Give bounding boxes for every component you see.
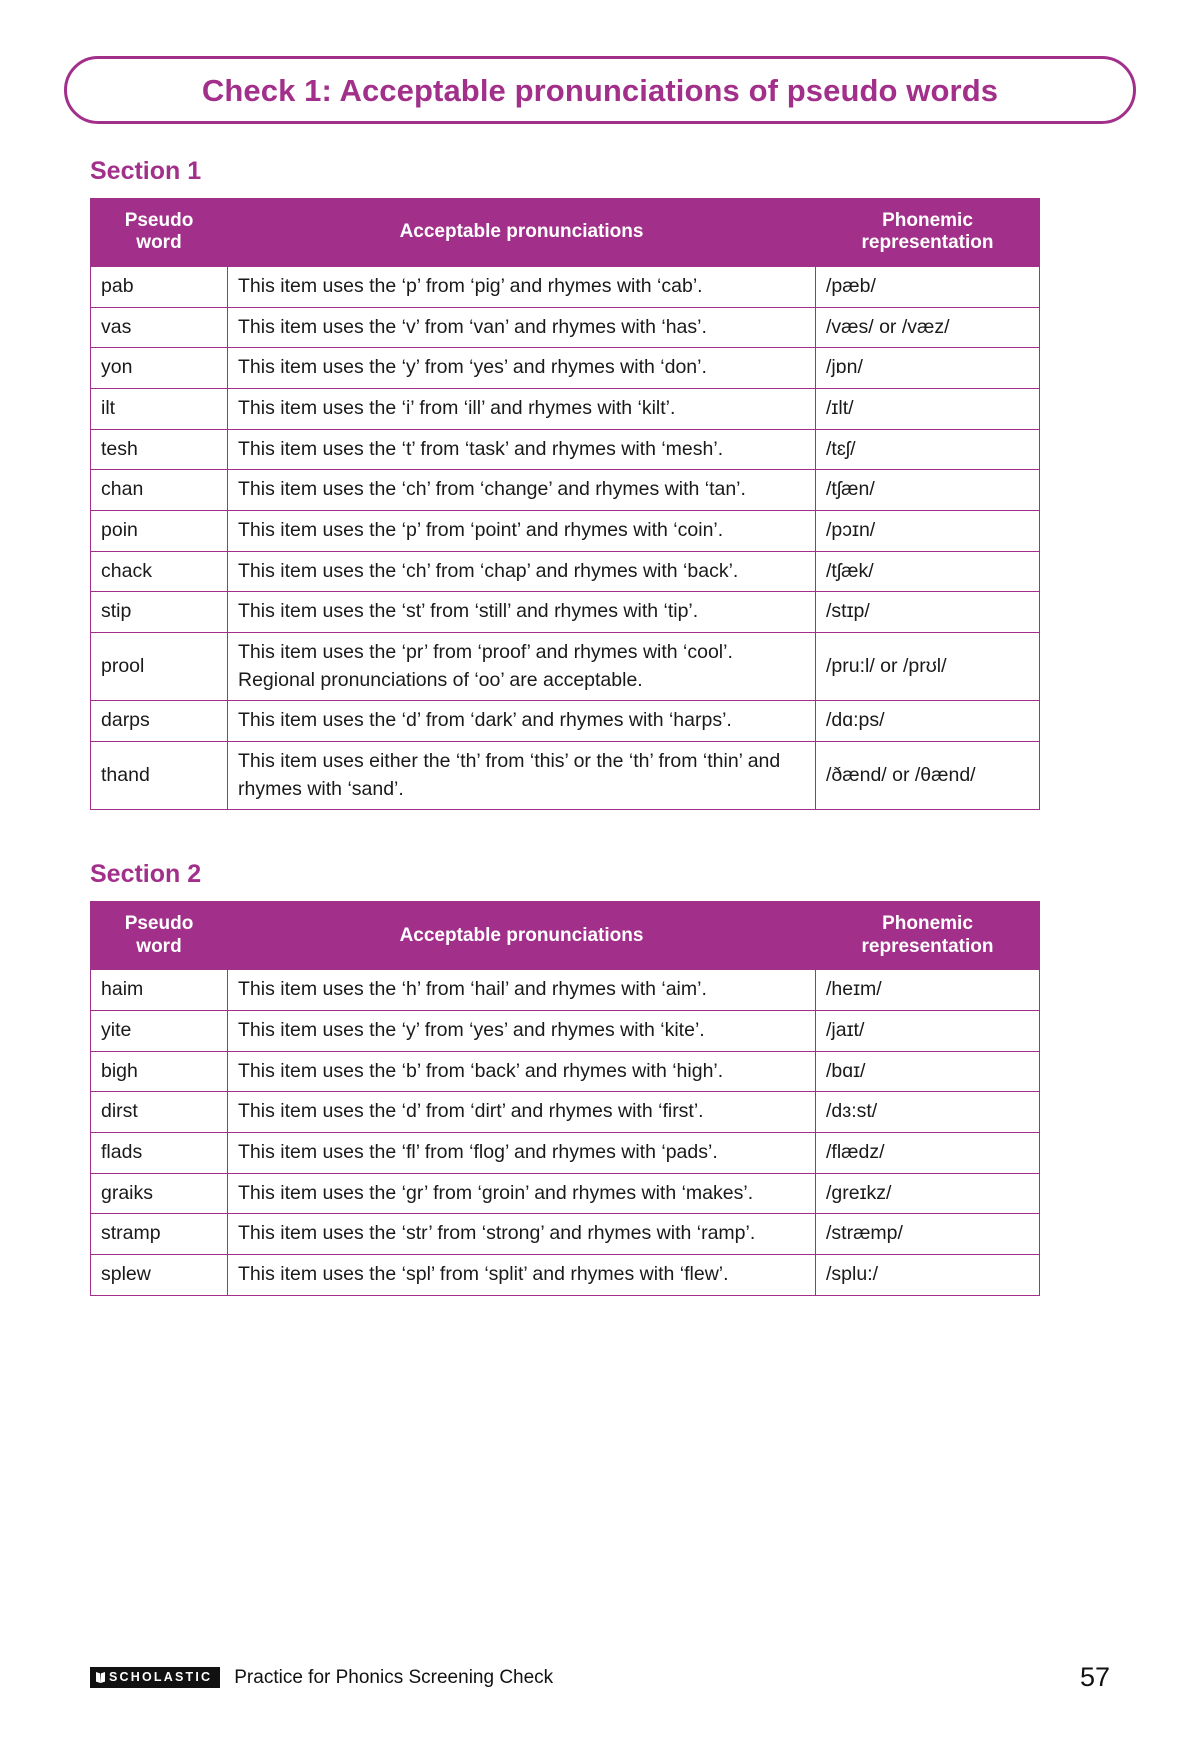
cell-phonemic-representation: /tʃæk/ <box>816 551 1040 592</box>
page <box>0 56 1200 1753</box>
cell-pseudo-word: haim <box>91 970 228 1011</box>
cell-acceptable-pronunciations: This item uses the ‘t’ from ‘task’ and rhymes with ‘mesh’. <box>228 429 816 470</box>
cell-pseudo-word: flads <box>91 1133 228 1174</box>
cell-phonemic-representation: /dɜ:st/ <box>816 1092 1040 1133</box>
table-row <box>91 1173 1040 1214</box>
column-header-pseudo-word-line1: Pseudo <box>124 210 194 231</box>
cell-phonemic-representation: /tʃæn/ <box>816 470 1040 511</box>
cell-acceptable-pronunciations: This item uses the ‘str’ from ‘strong’ and rhymes with ‘ramp’. <box>228 1214 816 1255</box>
cell-acceptable-pronunciations: This item uses the ‘pr’ from ‘proof’ and rhymes with ‘cool’. Regional pronunciations of ‘oo’ are acceptable. <box>228 633 816 701</box>
cell-pseudo-word: ilt <box>91 388 228 429</box>
table-header-section-1 <box>91 199 1040 267</box>
cell-phonemic-representation: /ðænd/ or /θænd/ <box>816 742 1040 810</box>
column-header-pseudo-word-line2: word <box>136 935 182 957</box>
cell-phonemic-representation: /jaɪt/ <box>816 1010 1040 1051</box>
table-row <box>91 1133 1040 1174</box>
cell-phonemic-representation: /stɪp/ <box>816 592 1040 633</box>
table-header-row <box>91 199 1040 267</box>
table-row <box>91 633 1040 701</box>
cell-acceptable-pronunciations: This item uses the ‘y’ from ‘yes’ and rhymes with ‘don’. <box>228 348 816 389</box>
cell-pseudo-word: graiks <box>91 1173 228 1214</box>
cell-acceptable-pronunciations: This item uses the ‘p’ from ‘pig’ and rhymes with ‘cab’. <box>228 266 816 307</box>
pseudo-word-table-section-1 <box>90 198 1040 810</box>
cell-pseudo-word: stramp <box>91 1214 228 1255</box>
column-header-pseudo-word <box>91 199 228 267</box>
cell-phonemic-representation: /jɒn/ <box>816 348 1040 389</box>
cell-pseudo-word: tesh <box>91 429 228 470</box>
table-row <box>91 266 1040 307</box>
column-header-phonemic-line1: Phonemic <box>882 913 973 935</box>
table-row <box>91 551 1040 592</box>
footer-caption: Practice for Phonics Screening Check <box>234 1666 554 1688</box>
page-number: 57 <box>1079 1662 1110 1692</box>
cell-pseudo-word: splew <box>91 1255 228 1296</box>
pseudo-word-table-section-2 <box>90 901 1040 1295</box>
cell-acceptable-pronunciations: This item uses the ‘ch’ from ‘change’ and rhymes with ‘tan’. <box>228 470 816 511</box>
table-row <box>91 510 1040 551</box>
column-header-phonemic-representation <box>816 902 1040 970</box>
table-row <box>91 1051 1040 1092</box>
column-header-acceptable-pronunciations: Acceptable pronunciations <box>228 199 816 267</box>
cell-acceptable-pronunciations: This item uses the ‘v’ from ‘van’ and rhymes with ‘has’. <box>228 307 816 348</box>
cell-acceptable-pronunciations: This item uses the ‘spl’ from ‘split’ and rhymes with ‘flew’. <box>228 1255 816 1296</box>
column-header-acceptable-pronunciations: Acceptable pronunciations <box>228 902 816 970</box>
scholastic-logo-text: SCHOLASTIC <box>109 1670 213 1685</box>
cell-phonemic-representation: /tɛʃ/ <box>816 429 1040 470</box>
table-row <box>91 1214 1040 1255</box>
cell-pseudo-word: yon <box>91 348 228 389</box>
cell-phonemic-representation: /heɪm/ <box>816 970 1040 1011</box>
table-row <box>91 348 1040 389</box>
column-header-pseudo-word <box>91 902 228 970</box>
section-heading-2: Section 2 <box>90 860 202 889</box>
cell-acceptable-pronunciations: This item uses the ‘i’ from ‘ill’ and rhymes with ‘kilt’. <box>228 388 816 429</box>
table-body-section-2 <box>91 970 1040 1296</box>
cell-pseudo-word: pab <box>91 266 228 307</box>
cell-acceptable-pronunciations: This item uses the ‘st’ from ‘still’ and rhymes with ‘tip’. <box>228 592 816 633</box>
cell-pseudo-word: prool <box>91 633 228 701</box>
cell-phonemic-representation: /greɪkz/ <box>816 1173 1040 1214</box>
table-row <box>91 742 1040 810</box>
column-header-pseudo-word-line1: Pseudo <box>124 913 194 935</box>
cell-acceptable-pronunciations: This item uses the ‘h’ from ‘hail’ and rhymes with ‘aim’. <box>228 970 816 1011</box>
cell-pseudo-word: chack <box>91 551 228 592</box>
cell-phonemic-representation: /ɪlt/ <box>816 388 1040 429</box>
cell-pseudo-word: yite <box>91 1010 228 1051</box>
cell-phonemic-representation: /væs/ or /væz/ <box>816 307 1040 348</box>
table-row <box>91 388 1040 429</box>
cell-pseudo-word: thand <box>91 742 228 810</box>
cell-pseudo-word: poin <box>91 510 228 551</box>
page-title-banner <box>64 56 1136 124</box>
table-row <box>91 1092 1040 1133</box>
cell-phonemic-representation: /stræmp/ <box>816 1214 1040 1255</box>
scholastic-logo <box>90 1667 220 1688</box>
column-header-phonemic-line2: representation <box>861 232 994 254</box>
cell-phonemic-representation: /bɑɪ/ <box>816 1051 1040 1092</box>
cell-phonemic-representation: /dɑ:ps/ <box>816 701 1040 742</box>
section-heading-1: Section 1 <box>90 157 202 185</box>
table-row <box>91 429 1040 470</box>
cell-phonemic-representation: /flædz/ <box>816 1133 1040 1174</box>
cell-pseudo-word: darps <box>91 701 228 742</box>
cell-phonemic-representation: /pɔɪn/ <box>816 510 1040 551</box>
table-row <box>91 470 1040 511</box>
table-row <box>91 701 1040 742</box>
cell-pseudo-word: dirst <box>91 1092 228 1133</box>
table-header-section-2 <box>91 902 1040 970</box>
table-row <box>91 1255 1040 1296</box>
page-footer <box>90 1662 1110 1693</box>
table-body-section-1 <box>91 266 1040 810</box>
cell-acceptable-pronunciations: This item uses the ‘d’ from ‘dirt’ and rhymes with ‘first’. <box>228 1092 816 1133</box>
open-book-icon <box>96 1672 105 1683</box>
cell-pseudo-word: vas <box>91 307 228 348</box>
table-row <box>91 970 1040 1011</box>
column-header-phonemic-representation <box>816 199 1040 267</box>
cell-pseudo-word: bigh <box>91 1051 228 1092</box>
table-header-row <box>91 902 1040 970</box>
table-row <box>91 1010 1040 1051</box>
cell-acceptable-pronunciations: This item uses the ‘fl’ from ‘flog’ and rhymes with ‘pads’. <box>228 1133 816 1174</box>
table-row <box>91 307 1040 348</box>
column-header-phonemic-line2: representation <box>861 935 994 957</box>
cell-acceptable-pronunciations: This item uses the ‘ch’ from ‘chap’ and rhymes with ‘back’. <box>228 551 816 592</box>
cell-acceptable-pronunciations: This item uses the ‘b’ from ‘back’ and rhymes with ‘high’. <box>228 1051 816 1092</box>
cell-acceptable-pronunciations: This item uses the ‘y’ from ‘yes’ and rhymes with ‘kite’. <box>228 1010 816 1051</box>
cell-pseudo-word: chan <box>91 470 228 511</box>
cell-acceptable-pronunciations: This item uses the ‘gr’ from ‘groin’ and rhymes with ‘makes’. <box>228 1173 816 1214</box>
cell-acceptable-pronunciations: This item uses the ‘p’ from ‘point’ and rhymes with ‘coin’. <box>228 510 816 551</box>
table-row <box>91 592 1040 633</box>
page-title: Check 1: Acceptable pronunciations of pseudo words <box>201 72 999 108</box>
cell-phonemic-representation: /pæb/ <box>816 266 1040 307</box>
cell-phonemic-representation: /pru:l/ or /prʊl/ <box>816 633 1040 701</box>
cell-acceptable-pronunciations: This item uses the ‘d’ from ‘dark’ and rhymes with ‘harps’. <box>228 701 816 742</box>
column-header-pseudo-word-line2: word <box>136 232 182 254</box>
cell-phonemic-representation: /splu:/ <box>816 1255 1040 1296</box>
cell-pseudo-word: stip <box>91 592 228 633</box>
column-header-phonemic-line1: Phonemic <box>882 210 973 231</box>
cell-acceptable-pronunciations: This item uses either the ‘th’ from ‘this’ or the ‘th’ from ‘thin’ and rhymes with ‘sand’. <box>228 742 816 810</box>
